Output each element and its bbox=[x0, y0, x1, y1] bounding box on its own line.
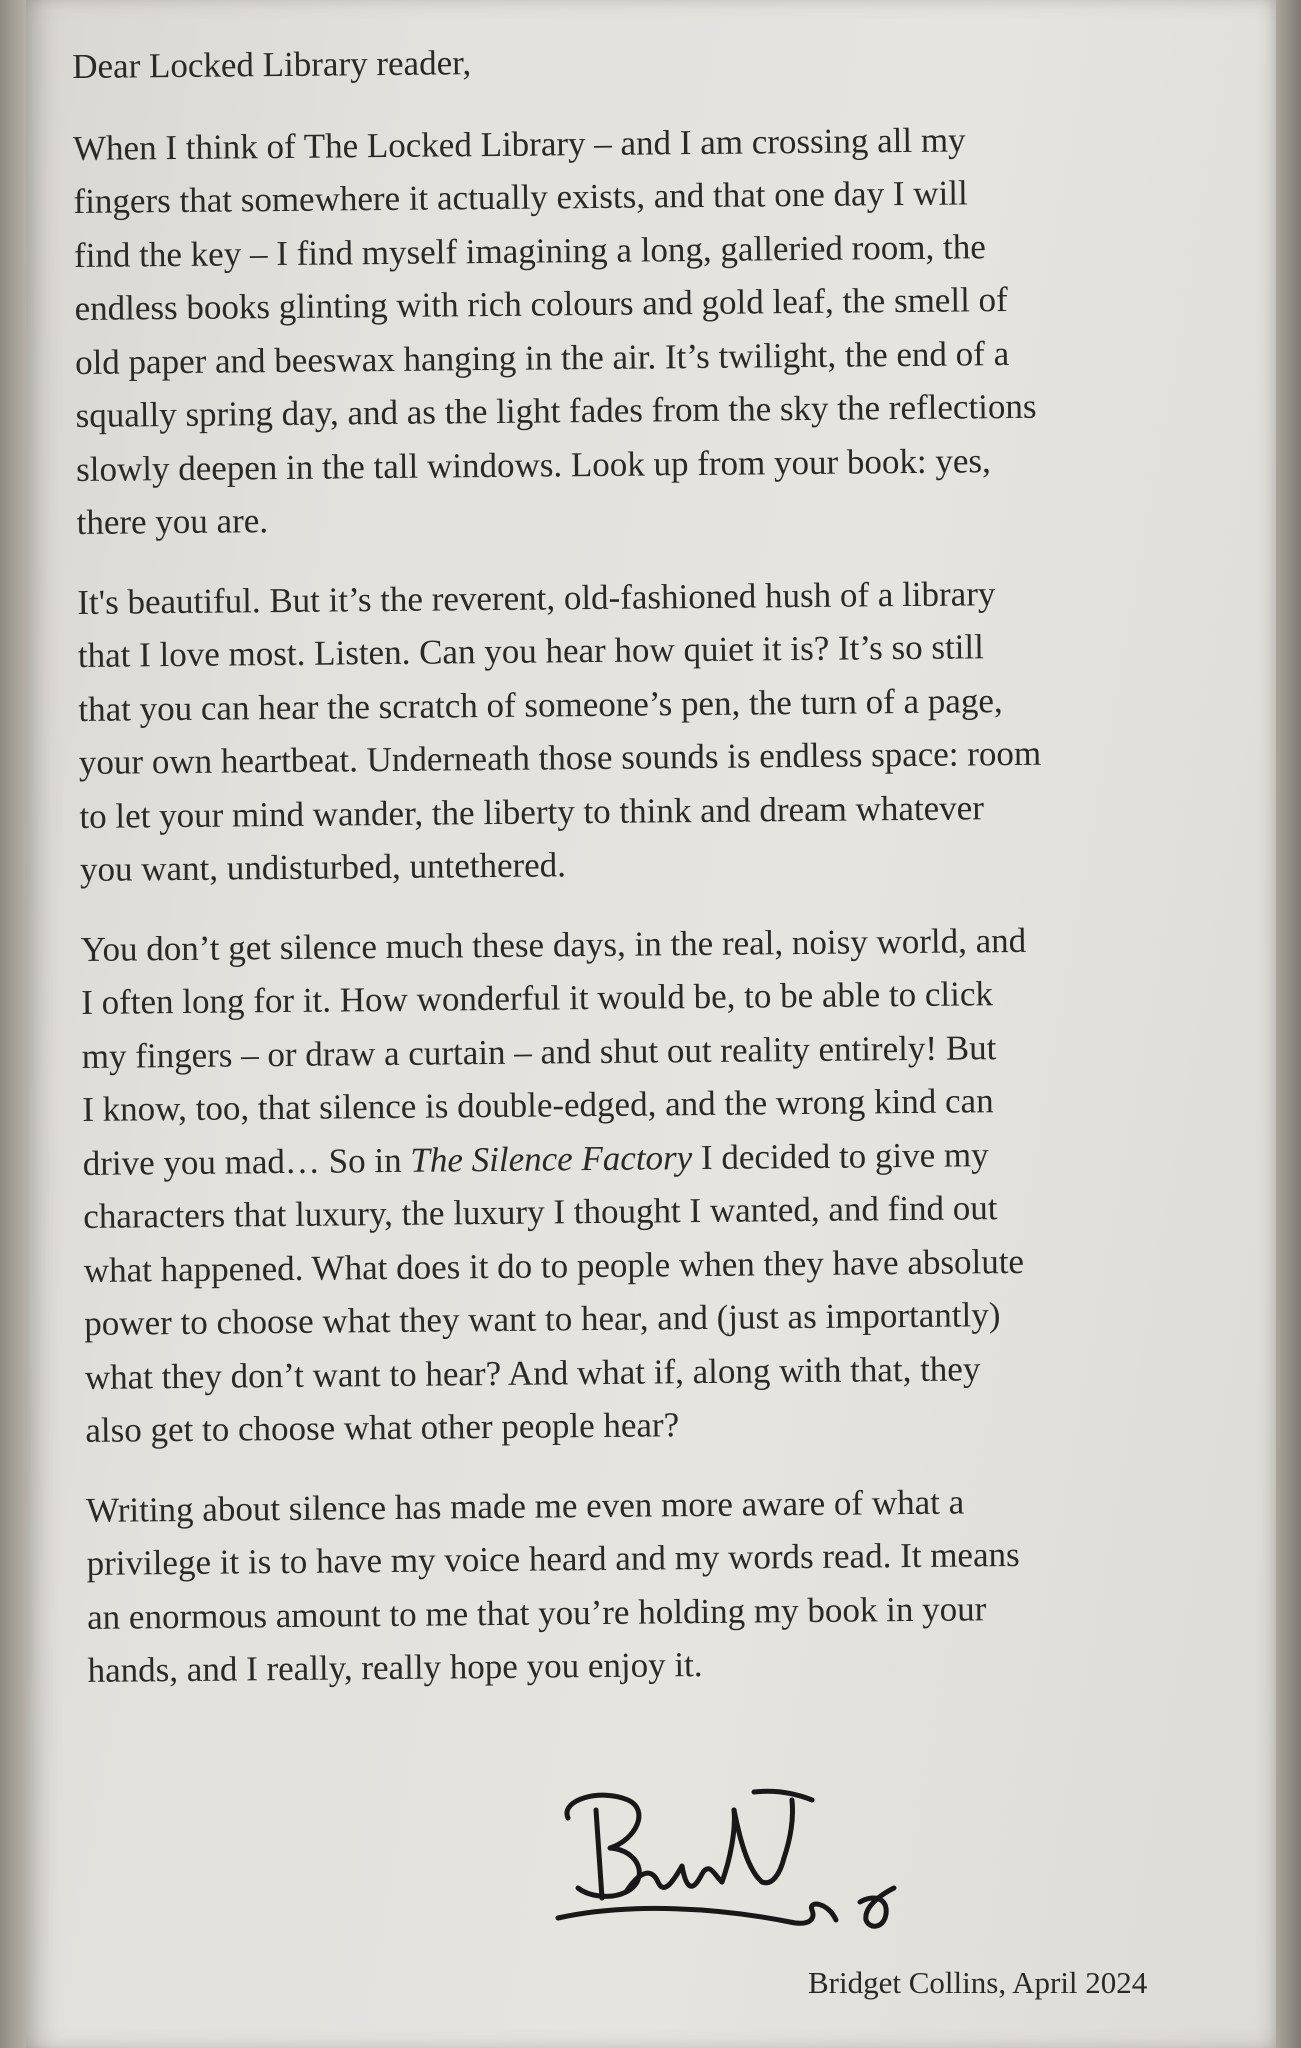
page-edge bbox=[1276, 0, 1301, 2048]
text-line: endless books glinting with rich colours and gold leaf, the smell of bbox=[74, 280, 1008, 328]
text-line: there you are. bbox=[76, 501, 269, 542]
text-line: my fingers – or draw a curtain – and shut out reality entirely! But bbox=[81, 1027, 997, 1076]
text-line: you want, undisturbed, untethered. bbox=[79, 845, 567, 889]
text-line: old paper and beeswax hanging in the air. It’s twilight, the end of a bbox=[74, 333, 1010, 382]
text-line: When I think of The Locked Library – and I am crossing all my bbox=[72, 119, 966, 168]
text-line: hands, and I really, really hope you enjoy it. bbox=[87, 1645, 703, 1690]
text-line: that you can hear the scratch of someone’s pen, the turn of a page, bbox=[78, 680, 1003, 729]
text-line: what happened. What does it do to people when they have absolute bbox=[83, 1241, 1025, 1290]
text-line: slowly deepen in the tall windows. Look up from your book: yes, bbox=[75, 440, 991, 489]
text-line: an enormous amount to me that you’re holding my book in your bbox=[86, 1588, 987, 1637]
paragraph-2 bbox=[77, 564, 1230, 896]
text-line: You don’t get silence much these days, in the real, noisy world, and bbox=[80, 920, 1027, 969]
book-title: The Silence Factory bbox=[410, 1137, 693, 1180]
paragraph-3 bbox=[80, 911, 1235, 1457]
letter-body bbox=[72, 29, 1238, 1723]
text-line: fingers that somewhere it actually exists, and that one day I will bbox=[73, 173, 968, 221]
text-line: power to choose what they want to hear, and (just as importantly) bbox=[84, 1295, 1001, 1343]
book-gutter-shadow bbox=[0, 0, 28, 2048]
text-line: also get to choose what other people hear? bbox=[85, 1405, 680, 1450]
text-fragment: drive you mad… So in bbox=[82, 1140, 411, 1183]
text-line: what they don’t want to hear? And what if, along with that, they bbox=[84, 1348, 981, 1397]
handwritten-signature bbox=[540, 1770, 1020, 1960]
text-line: squally spring day, and as the light fades from the sky the reflections bbox=[75, 386, 1037, 435]
author-signoff: Bridget Collins, April 2024 bbox=[808, 1965, 1148, 2000]
text-line: that I love most. Listen. Can you hear how quiet it is? It’s so still bbox=[77, 627, 985, 675]
text-line: to let your mind wander, the liberty to think and dream whatever bbox=[79, 787, 985, 836]
paragraph-1 bbox=[73, 110, 1227, 549]
text-fragment: I decided to give my bbox=[692, 1134, 989, 1177]
text-line: Writing about silence has made me even more aware of what a bbox=[85, 1482, 965, 1530]
salutation: Dear Locked Library reader, bbox=[72, 43, 472, 86]
text-line: find the key – I find myself imagining a long, galleried room, the bbox=[73, 226, 986, 275]
text-line: privilege it is to have my voice heard and my words read. It means bbox=[86, 1534, 1020, 1583]
text-line: It's beautiful. But it’s the reverent, old-fashioned hush of a library bbox=[77, 573, 996, 622]
text-line: characters that luxury, the luxury I thought I wanted, and find out bbox=[83, 1188, 998, 1236]
text-line: I often long for it. How wonderful it would be, to be able to click bbox=[81, 974, 994, 1022]
text-line: I know, too, that silence is double-edged, and the wrong kind can bbox=[82, 1081, 994, 1129]
paragraph-4 bbox=[86, 1472, 1238, 1697]
text-line: your own heartbeat. Underneath those sounds is endless space: room bbox=[78, 733, 1042, 782]
